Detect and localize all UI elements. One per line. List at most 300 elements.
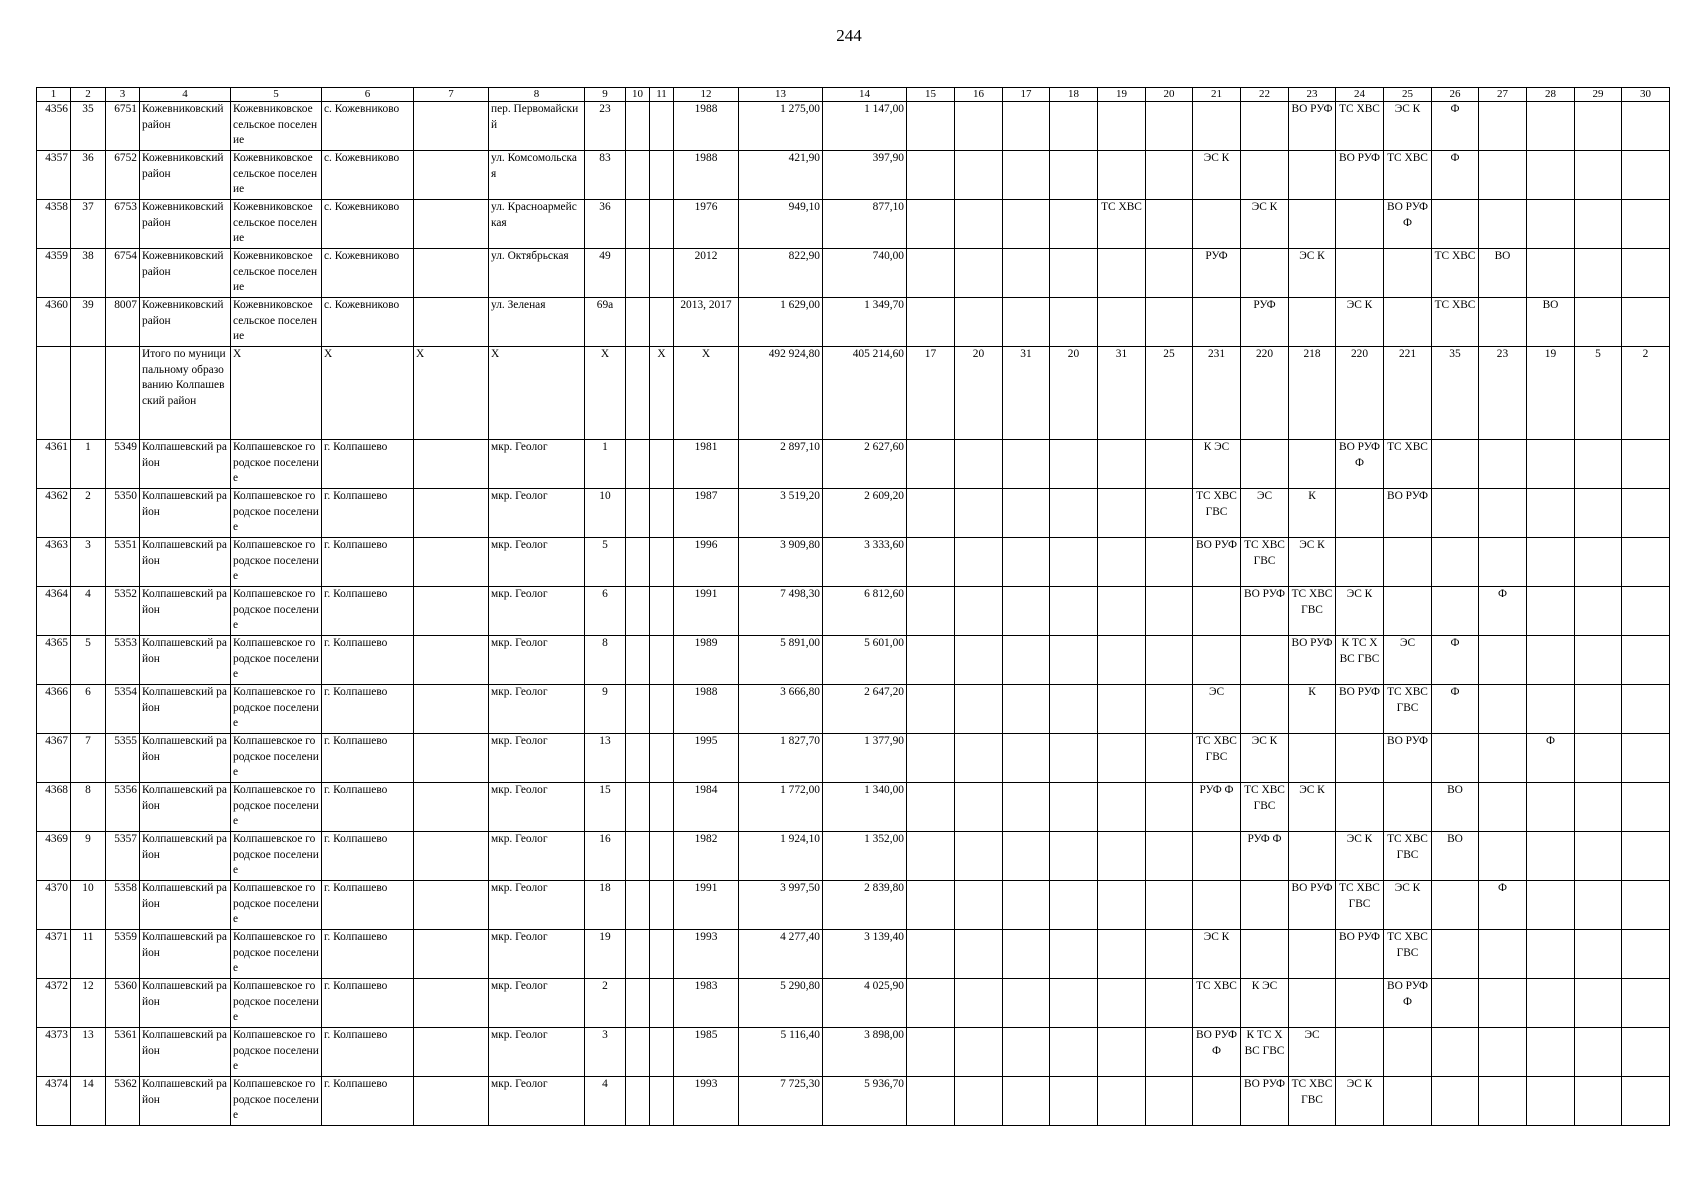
- table-cell: [907, 979, 955, 1028]
- table-cell: 8: [71, 783, 106, 832]
- table-cell: [1241, 636, 1289, 685]
- table-cell: [1479, 832, 1527, 881]
- table-cell: [907, 249, 955, 298]
- table-cell: 1993: [674, 1077, 739, 1126]
- table-cell: с. Кожевниково: [322, 298, 414, 347]
- table-row: [37, 298, 1670, 347]
- table-cell: [1479, 538, 1527, 587]
- table-cell: [650, 249, 674, 298]
- table-cell: [955, 538, 1003, 587]
- table-cell: К: [1289, 685, 1336, 734]
- table-cell: [626, 1077, 650, 1126]
- table-cell: [1622, 881, 1670, 930]
- table-cell: [1575, 832, 1622, 881]
- table-cell: [1098, 1077, 1146, 1126]
- total-row: [37, 347, 1670, 440]
- table-cell: [1050, 734, 1098, 783]
- table-cell: 5: [585, 538, 626, 587]
- table-cell: 4357: [37, 151, 71, 200]
- table-cell: 220: [1241, 347, 1289, 440]
- table-cell: [1527, 783, 1575, 832]
- table-cell: мкр. Геолог: [489, 979, 585, 1028]
- table-cell: [955, 489, 1003, 538]
- table-cell: ТС ХВС ГВС: [1193, 489, 1241, 538]
- table-cell: [1289, 200, 1336, 249]
- table-cell: [1098, 636, 1146, 685]
- table-cell: [1241, 685, 1289, 734]
- table-cell: [650, 734, 674, 783]
- table-cell: [1289, 734, 1336, 783]
- table-cell: ул. Октябрьская: [489, 249, 585, 298]
- table-cell: Кожевниковское сельское поселение: [231, 102, 322, 151]
- table-cell: г. Колпашево: [322, 685, 414, 734]
- table-cell: 877,10: [823, 200, 907, 249]
- table-cell: К ЭС: [1241, 979, 1289, 1028]
- table-cell: 16: [585, 832, 626, 881]
- table-cell: [1289, 832, 1336, 881]
- table-cell: 5: [1575, 347, 1622, 440]
- table-cell: 7 725,30: [739, 1077, 823, 1126]
- table-cell: [907, 783, 955, 832]
- table-cell: Кожевниковский район: [140, 102, 231, 151]
- table-cell: [1050, 636, 1098, 685]
- table-cell: [1575, 200, 1622, 249]
- table-cell: X: [489, 347, 585, 440]
- table-cell: ВО РУФ: [1336, 930, 1384, 979]
- table-cell: [1575, 538, 1622, 587]
- table-cell: 1 772,00: [739, 783, 823, 832]
- table-cell: ВО: [1432, 783, 1479, 832]
- table-cell: [1479, 1077, 1527, 1126]
- table-cell: [907, 930, 955, 979]
- column-number: 24: [1336, 88, 1384, 102]
- table-cell: [1527, 538, 1575, 587]
- table-cell: ТС ХВС: [1432, 298, 1479, 347]
- table-cell: с. Кожевниково: [322, 151, 414, 200]
- table-cell: Колпашевское городское поселение: [231, 685, 322, 734]
- table-cell: ВО РУФ: [1336, 685, 1384, 734]
- table-cell: [1098, 489, 1146, 538]
- table-cell: 1988: [674, 102, 739, 151]
- table-cell: [1527, 832, 1575, 881]
- table-cell: [650, 881, 674, 930]
- table-cell: 4374: [37, 1077, 71, 1126]
- table-cell: [1622, 249, 1670, 298]
- table-cell: мкр. Геолог: [489, 587, 585, 636]
- table-cell: 5359: [106, 930, 140, 979]
- table-cell: [1003, 979, 1050, 1028]
- table-cell: [1336, 1028, 1384, 1077]
- table-cell: Колпашевское городское поселение: [231, 783, 322, 832]
- table-cell: [1622, 538, 1670, 587]
- table-cell: ЭС К: [1241, 200, 1289, 249]
- table-cell: мкр. Геолог: [489, 489, 585, 538]
- table-cell: 220: [1336, 347, 1384, 440]
- table-cell: [1050, 1028, 1098, 1077]
- table-cell: [650, 200, 674, 249]
- table-cell: ТС ХВС ГВС: [1384, 685, 1432, 734]
- table-cell: [1479, 102, 1527, 151]
- table-cell: [650, 151, 674, 200]
- table-cell: [1003, 881, 1050, 930]
- table-cell: 4: [585, 1077, 626, 1126]
- table-cell: ТС ХВС ГВС: [1241, 783, 1289, 832]
- table-cell: Колпашевское городское поселение: [231, 734, 322, 783]
- column-number: 20: [1146, 88, 1193, 102]
- table-cell: [1527, 979, 1575, 1028]
- table-cell: 5360: [106, 979, 140, 1028]
- table-cell: [414, 881, 489, 930]
- table-cell: [1146, 734, 1193, 783]
- table-cell: [1432, 930, 1479, 979]
- table-cell: [1384, 249, 1432, 298]
- table-cell: 25: [1146, 347, 1193, 440]
- table-cell: Колпашевское городское поселение: [231, 440, 322, 489]
- column-number: 30: [1622, 88, 1670, 102]
- table-cell: [1003, 249, 1050, 298]
- table-cell: [1479, 440, 1527, 489]
- table-cell: 4: [71, 587, 106, 636]
- table-cell: 3: [71, 538, 106, 587]
- table-cell: 740,00: [823, 249, 907, 298]
- table-cell: 17: [907, 347, 955, 440]
- table-cell: ВО РУФ Ф: [1193, 1028, 1241, 1077]
- table-row: [37, 636, 1670, 685]
- table-cell: X: [414, 347, 489, 440]
- table-cell: [1050, 151, 1098, 200]
- table-cell: [626, 151, 650, 200]
- table-cell: [414, 734, 489, 783]
- table-cell: ВО: [1479, 249, 1527, 298]
- table-cell: [1146, 783, 1193, 832]
- table-cell: Ф: [1479, 881, 1527, 930]
- table-cell: 6753: [106, 200, 140, 249]
- column-number: 26: [1432, 88, 1479, 102]
- table-cell: [1336, 979, 1384, 1028]
- table-cell: 822,90: [739, 249, 823, 298]
- table-cell: 5362: [106, 1077, 140, 1126]
- table-cell: [1241, 151, 1289, 200]
- table-cell: [1384, 1028, 1432, 1077]
- table-cell: [955, 832, 1003, 881]
- table-cell: [1003, 538, 1050, 587]
- table-cell: [626, 783, 650, 832]
- column-number: 23: [1289, 88, 1336, 102]
- table-cell: [414, 1077, 489, 1126]
- table-cell: 9: [585, 685, 626, 734]
- table-cell: ЭС К: [1336, 1077, 1384, 1126]
- table-cell: [907, 1028, 955, 1077]
- table-cell: [907, 440, 955, 489]
- table-cell: [650, 636, 674, 685]
- table-cell: [650, 587, 674, 636]
- table-cell: [1575, 783, 1622, 832]
- table-cell: ВО РУФ: [1289, 636, 1336, 685]
- table-cell: 949,10: [739, 200, 823, 249]
- table-cell: [1098, 1028, 1146, 1077]
- table-cell: Колпашевское городское поселение: [231, 881, 322, 930]
- table-cell: [1146, 636, 1193, 685]
- table-cell: [1575, 249, 1622, 298]
- table-cell: [1050, 832, 1098, 881]
- table-cell: ТС ХВС: [1098, 200, 1146, 249]
- table-cell: 1985: [674, 1028, 739, 1077]
- table-cell: 1993: [674, 930, 739, 979]
- table-cell: [1384, 298, 1432, 347]
- table-cell: [1527, 489, 1575, 538]
- table-cell: [1479, 298, 1527, 347]
- table-cell: 4371: [37, 930, 71, 979]
- table-cell: ТС ХВС: [1193, 979, 1241, 1028]
- table-cell: 1984: [674, 783, 739, 832]
- table-cell: [1432, 440, 1479, 489]
- table-cell: ЭС: [1289, 1028, 1336, 1077]
- table-cell: 397,90: [823, 151, 907, 200]
- table-cell: [1336, 734, 1384, 783]
- table-cell: [1098, 587, 1146, 636]
- table-cell: Кожевниковское сельское поселение: [231, 298, 322, 347]
- table-cell: 2 647,20: [823, 685, 907, 734]
- column-number: 7: [414, 88, 489, 102]
- table-cell: ТС ХВС: [1432, 249, 1479, 298]
- table-cell: [1384, 783, 1432, 832]
- table-cell: [907, 881, 955, 930]
- table-cell: [1098, 298, 1146, 347]
- table-cell: [1050, 979, 1098, 1028]
- table-cell: [650, 685, 674, 734]
- table-cell: [1336, 783, 1384, 832]
- table-cell: Ф: [1527, 734, 1575, 783]
- table-cell: мкр. Геолог: [489, 440, 585, 489]
- table-cell: [955, 783, 1003, 832]
- table-cell: [907, 538, 955, 587]
- table-cell: РУФ: [1241, 298, 1289, 347]
- table-cell: 2 897,10: [739, 440, 823, 489]
- table-cell: [1336, 200, 1384, 249]
- table-cell: [907, 489, 955, 538]
- table-cell: [1479, 1028, 1527, 1077]
- table-cell: ТС ХВС: [1336, 102, 1384, 151]
- table-cell: 4363: [37, 538, 71, 587]
- table-cell: [1146, 102, 1193, 151]
- table-row: [37, 930, 1670, 979]
- table-cell: 421,90: [739, 151, 823, 200]
- table-cell: Колпашевское городское поселение: [231, 587, 322, 636]
- table-cell: ВО РУФ Ф: [1336, 440, 1384, 489]
- column-number: 3: [106, 88, 140, 102]
- table-cell: [1289, 930, 1336, 979]
- table-cell: [414, 930, 489, 979]
- table-cell: [1146, 930, 1193, 979]
- table-cell: [650, 783, 674, 832]
- table-cell: [1575, 1028, 1622, 1077]
- table-cell: [1622, 685, 1670, 734]
- table-cell: X: [585, 347, 626, 440]
- table-cell: [1050, 200, 1098, 249]
- table-cell: Ф: [1479, 587, 1527, 636]
- table-row: [37, 881, 1670, 930]
- table-cell: [1622, 783, 1670, 832]
- table-cell: 1 147,00: [823, 102, 907, 151]
- table-row: [37, 734, 1670, 783]
- table-cell: ТС ХВС ГВС: [1241, 538, 1289, 587]
- table-cell: [414, 783, 489, 832]
- table-cell: [1050, 249, 1098, 298]
- column-number: 6: [322, 88, 414, 102]
- table-cell: мкр. Геолог: [489, 734, 585, 783]
- table-cell: [1479, 489, 1527, 538]
- table-cell: [955, 685, 1003, 734]
- table-cell: Кожевниковское сельское поселение: [231, 151, 322, 200]
- table-cell: Колпашевский район: [140, 685, 231, 734]
- table-row: [37, 200, 1670, 249]
- table-cell: [1193, 832, 1241, 881]
- column-number: 19: [1098, 88, 1146, 102]
- table-cell: [1241, 102, 1289, 151]
- table-cell: ВО: [1527, 298, 1575, 347]
- table-cell: [1289, 298, 1336, 347]
- table-cell: [626, 249, 650, 298]
- table-cell: мкр. Геолог: [489, 1028, 585, 1077]
- table-cell: 1981: [674, 440, 739, 489]
- table-cell: г. Колпашево: [322, 538, 414, 587]
- table-cell: 4368: [37, 783, 71, 832]
- table-cell: [626, 734, 650, 783]
- table-cell: [1146, 587, 1193, 636]
- table-cell: Колпашевское городское поселение: [231, 930, 322, 979]
- table-cell: [1098, 538, 1146, 587]
- table-cell: [907, 200, 955, 249]
- column-number: 12: [674, 88, 739, 102]
- table-cell: 1 352,00: [823, 832, 907, 881]
- table-cell: [1193, 1077, 1241, 1126]
- table-cell: [1146, 881, 1193, 930]
- table-cell: Кожевниковский район: [140, 298, 231, 347]
- table-cell: [626, 538, 650, 587]
- table-cell: 3 519,20: [739, 489, 823, 538]
- table-cell: [1527, 930, 1575, 979]
- table-cell: 13: [71, 1028, 106, 1077]
- table-cell: 1982: [674, 832, 739, 881]
- table-cell: ВО РУФ: [1336, 151, 1384, 200]
- column-number: 15: [907, 88, 955, 102]
- table-cell: [626, 685, 650, 734]
- column-number: 5: [231, 88, 322, 102]
- table-cell: 7: [71, 734, 106, 783]
- table-cell: мкр. Геолог: [489, 881, 585, 930]
- table-cell: Кожевниковское сельское поселение: [231, 249, 322, 298]
- table-cell: 7 498,30: [739, 587, 823, 636]
- table-cell: 2 839,80: [823, 881, 907, 930]
- table-cell: [1527, 685, 1575, 734]
- table-cell: ул. Комсомольская: [489, 151, 585, 200]
- table-cell: [1098, 440, 1146, 489]
- table-cell: [650, 832, 674, 881]
- table-cell: 6: [585, 587, 626, 636]
- table-cell: [1575, 102, 1622, 151]
- table-cell: [1575, 489, 1622, 538]
- table-cell: [1432, 489, 1479, 538]
- table-cell: X: [231, 347, 322, 440]
- table-cell: [1575, 685, 1622, 734]
- table-cell: ЭС К: [1336, 298, 1384, 347]
- table-cell: [1003, 298, 1050, 347]
- table-cell: 23: [585, 102, 626, 151]
- table-cell: Колпашевский район: [140, 636, 231, 685]
- table-cell: [1575, 881, 1622, 930]
- table-cell: 1983: [674, 979, 739, 1028]
- table-cell: [650, 538, 674, 587]
- column-number: 11: [650, 88, 674, 102]
- table-cell: [1622, 832, 1670, 881]
- table-cell: [1003, 587, 1050, 636]
- table-cell: [1622, 1028, 1670, 1077]
- table-cell: ул. Зеленая: [489, 298, 585, 347]
- table-cell: [955, 102, 1003, 151]
- table-cell: ЭС К: [1336, 832, 1384, 881]
- table-cell: [955, 200, 1003, 249]
- table-cell: [1479, 636, 1527, 685]
- table-cell: [1384, 538, 1432, 587]
- table-cell: [1146, 685, 1193, 734]
- table-cell: [1527, 1028, 1575, 1077]
- table-cell: РУФ Ф: [1241, 832, 1289, 881]
- table-cell: 35: [71, 102, 106, 151]
- table-cell: [1146, 249, 1193, 298]
- column-number: 2: [71, 88, 106, 102]
- table-cell: 5: [71, 636, 106, 685]
- table-cell: [1622, 200, 1670, 249]
- table-cell: ТС ХВС ГВС: [1289, 1077, 1336, 1126]
- table-cell: Кожевниковский район: [140, 249, 231, 298]
- table-cell: г. Колпашево: [322, 440, 414, 489]
- table-cell: 218: [1289, 347, 1336, 440]
- table-cell: Колпашевское городское поселение: [231, 1077, 322, 1126]
- table-cell: [1384, 1077, 1432, 1126]
- table-cell: 49: [585, 249, 626, 298]
- table-cell: [1050, 1077, 1098, 1126]
- table-cell: ВО РУФ: [1384, 489, 1432, 538]
- table-cell: [1527, 200, 1575, 249]
- table-cell: [955, 151, 1003, 200]
- table-cell: ТС ХВС ГВС: [1384, 930, 1432, 979]
- table-cell: 10: [71, 881, 106, 930]
- table-cell: мкр. Геолог: [489, 685, 585, 734]
- table-cell: [1575, 734, 1622, 783]
- table-cell: Колпашевское городское поселение: [231, 489, 322, 538]
- table-cell: [414, 979, 489, 1028]
- table-cell: [1479, 151, 1527, 200]
- table-cell: Кожевниковский район: [140, 200, 231, 249]
- table-cell: [414, 200, 489, 249]
- table-cell: [955, 734, 1003, 783]
- table-cell: г. Колпашево: [322, 636, 414, 685]
- table-cell: ЭС К: [1193, 930, 1241, 979]
- table-cell: мкр. Геолог: [489, 1077, 585, 1126]
- table-cell: [414, 538, 489, 587]
- table-cell: 3 898,00: [823, 1028, 907, 1077]
- table-cell: [955, 298, 1003, 347]
- table-cell: ТС ХВС ГВС: [1289, 587, 1336, 636]
- table-cell: 3 666,80: [739, 685, 823, 734]
- table-cell: [1050, 685, 1098, 734]
- table-cell: [1050, 489, 1098, 538]
- table-cell: 1987: [674, 489, 739, 538]
- table-cell: [414, 587, 489, 636]
- table-cell: 9: [71, 832, 106, 881]
- page-number: 244: [836, 26, 862, 45]
- table-cell: [1146, 151, 1193, 200]
